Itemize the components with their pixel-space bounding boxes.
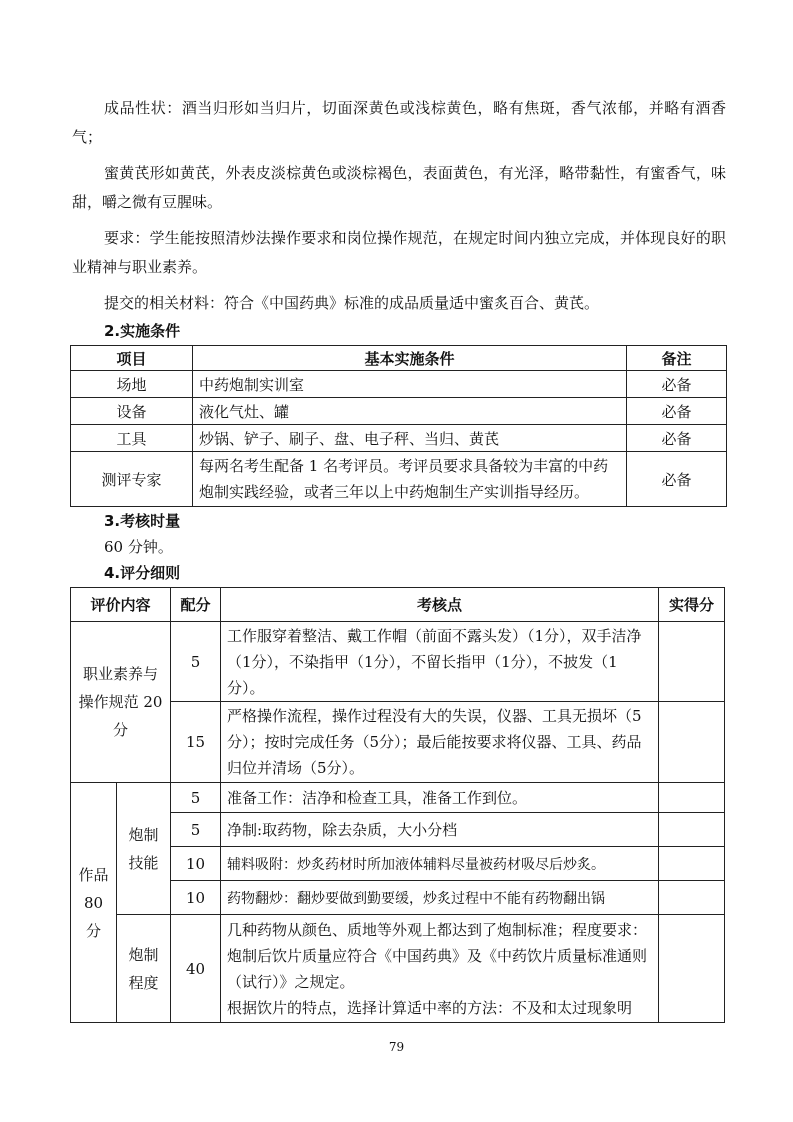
- table-row: [71, 452, 727, 507]
- header-content: 评价内容: [71, 588, 171, 622]
- cell-condition: 中药炮制实训室: [193, 371, 627, 398]
- cell-condition: 每两名考生配备 1 名考评员。考评员要求具备较为丰富的中药炮制实践经验，或者三年以上中药炮制生产实训指导经历。: [193, 452, 627, 507]
- table-row: [71, 783, 725, 813]
- degree-point-2: 根据饮片的特点，选择计算适中率的方法：不及和太过现象明: [227, 998, 633, 1017]
- table-header-row: [71, 346, 727, 371]
- cell-item: 工具: [71, 425, 193, 452]
- table-row: [71, 398, 727, 425]
- cell-score: 5: [171, 813, 221, 847]
- table-row: [71, 622, 725, 702]
- header-note: 备注: [627, 346, 727, 371]
- cell-actual[interactable]: [659, 813, 725, 847]
- cell-actual[interactable]: [659, 622, 725, 702]
- group-professional: 职业素养与操作规范 20 分: [71, 622, 171, 783]
- cell-note: 必备: [627, 452, 727, 507]
- conditions-table: [70, 345, 727, 507]
- cell-point: 辅料吸附：炒炙药材时所加液体辅料尽量被药材吸尽后炒炙。: [221, 847, 659, 881]
- section-heading-scoring: 4.评分细则: [104, 564, 181, 582]
- cell-item: 设备: [71, 398, 193, 425]
- paragraph-materials: 提交的相关材料：符合《中国药典》标准的成品质量适中蜜炙百合、黄芪。: [104, 294, 600, 312]
- cell-actual[interactable]: [659, 915, 725, 1023]
- cell-note: 必备: [627, 371, 727, 398]
- cell-note: 必备: [627, 425, 727, 452]
- cell-condition: 炒锅、铲子、刷子、盘、电子秤、当归、黄芪: [193, 425, 627, 452]
- subgroup-degree: 炮制程度: [117, 915, 171, 1023]
- cell-score: 5: [171, 622, 221, 702]
- section-heading-duration: 3.考核时量: [104, 512, 181, 530]
- cell-actual[interactable]: [659, 783, 725, 813]
- cell-actual[interactable]: [659, 702, 725, 783]
- header-score: 配分: [171, 588, 221, 622]
- cell-point: 净制:取药物，除去杂质，大小分档: [221, 813, 659, 847]
- cell-note: 必备: [627, 398, 727, 425]
- paragraph-product-traits-1: 成品性状：酒当归形如当归片，切面深黄色或浅棕黄色，略有焦斑，香气浓郁，并略有酒香气；: [72, 99, 726, 146]
- table-row: [71, 371, 727, 398]
- header-condition: 基本实施条件: [193, 346, 627, 371]
- cell-point: 严格操作流程，操作过程没有大的失误，仪器、工具无损坏（5分）；按时完成任务（5分）；最后能按要求将仪器、工具、药品归位并清场（5分）。: [221, 702, 659, 783]
- page-number: 79: [388, 1040, 405, 1054]
- table-row: [71, 425, 727, 452]
- subgroup-skill: 炮制技能: [117, 783, 171, 915]
- duration-value: 60 分钟。: [104, 538, 173, 556]
- header-item: 项目: [71, 346, 193, 371]
- cell-condition: 液化气灶、罐: [193, 398, 627, 425]
- cell-score: 5: [171, 783, 221, 813]
- scoring-table: [70, 587, 725, 1023]
- cell-actual[interactable]: [659, 881, 725, 915]
- header-actual: 实得分: [659, 588, 725, 622]
- cell-item: 测评专家: [71, 452, 193, 507]
- cell-score: 10: [171, 881, 221, 915]
- section-heading-conditions: 2.实施条件: [104, 322, 181, 340]
- cell-item: 场地: [71, 371, 193, 398]
- cell-point: [221, 915, 659, 1023]
- cell-score: 15: [171, 702, 221, 783]
- paragraph-requirement: 要求：学生能按照清炒法操作要求和岗位操作规范，在规定时间内独立完成，并体现良好的职业精神与职业素养。: [72, 229, 726, 276]
- cell-point: 药物翻炒：翻炒要做到勤要缓，炒炙过程中不能有药物翻出锅: [221, 881, 659, 915]
- header-point: 考核点: [221, 588, 659, 622]
- group-works: 作品80分: [71, 783, 117, 1023]
- paragraph-product-traits-2: 蜜黄芪形如黄芪，外表皮淡棕黄色或淡棕褐色，表面黄色，有光泽，略带黏性，有蜜香气，味甜，嚼之微有豆腥味。: [72, 164, 726, 211]
- cell-score: 40: [171, 915, 221, 1023]
- table-header-row: [71, 588, 725, 622]
- cell-actual[interactable]: [659, 847, 725, 881]
- cell-score: 10: [171, 847, 221, 881]
- cell-point: 准备工作：洁净和检查工具，准备工作到位。: [221, 783, 659, 813]
- degree-point-1: 几种药物从颜色、质地等外观上都达到了炮制标准；程度要求：炮制后饮片质量应符合《中国药典》及《中药饮片质量标准通则（试行）》之规定。: [227, 920, 648, 991]
- cell-point: 工作服穿着整洁、戴工作帽（前面不露头发）（1分），双手洁净（1分），不染指甲（1分），不留长指甲（1分），不披发（1分）。: [221, 622, 659, 702]
- table-row: [71, 915, 725, 1023]
